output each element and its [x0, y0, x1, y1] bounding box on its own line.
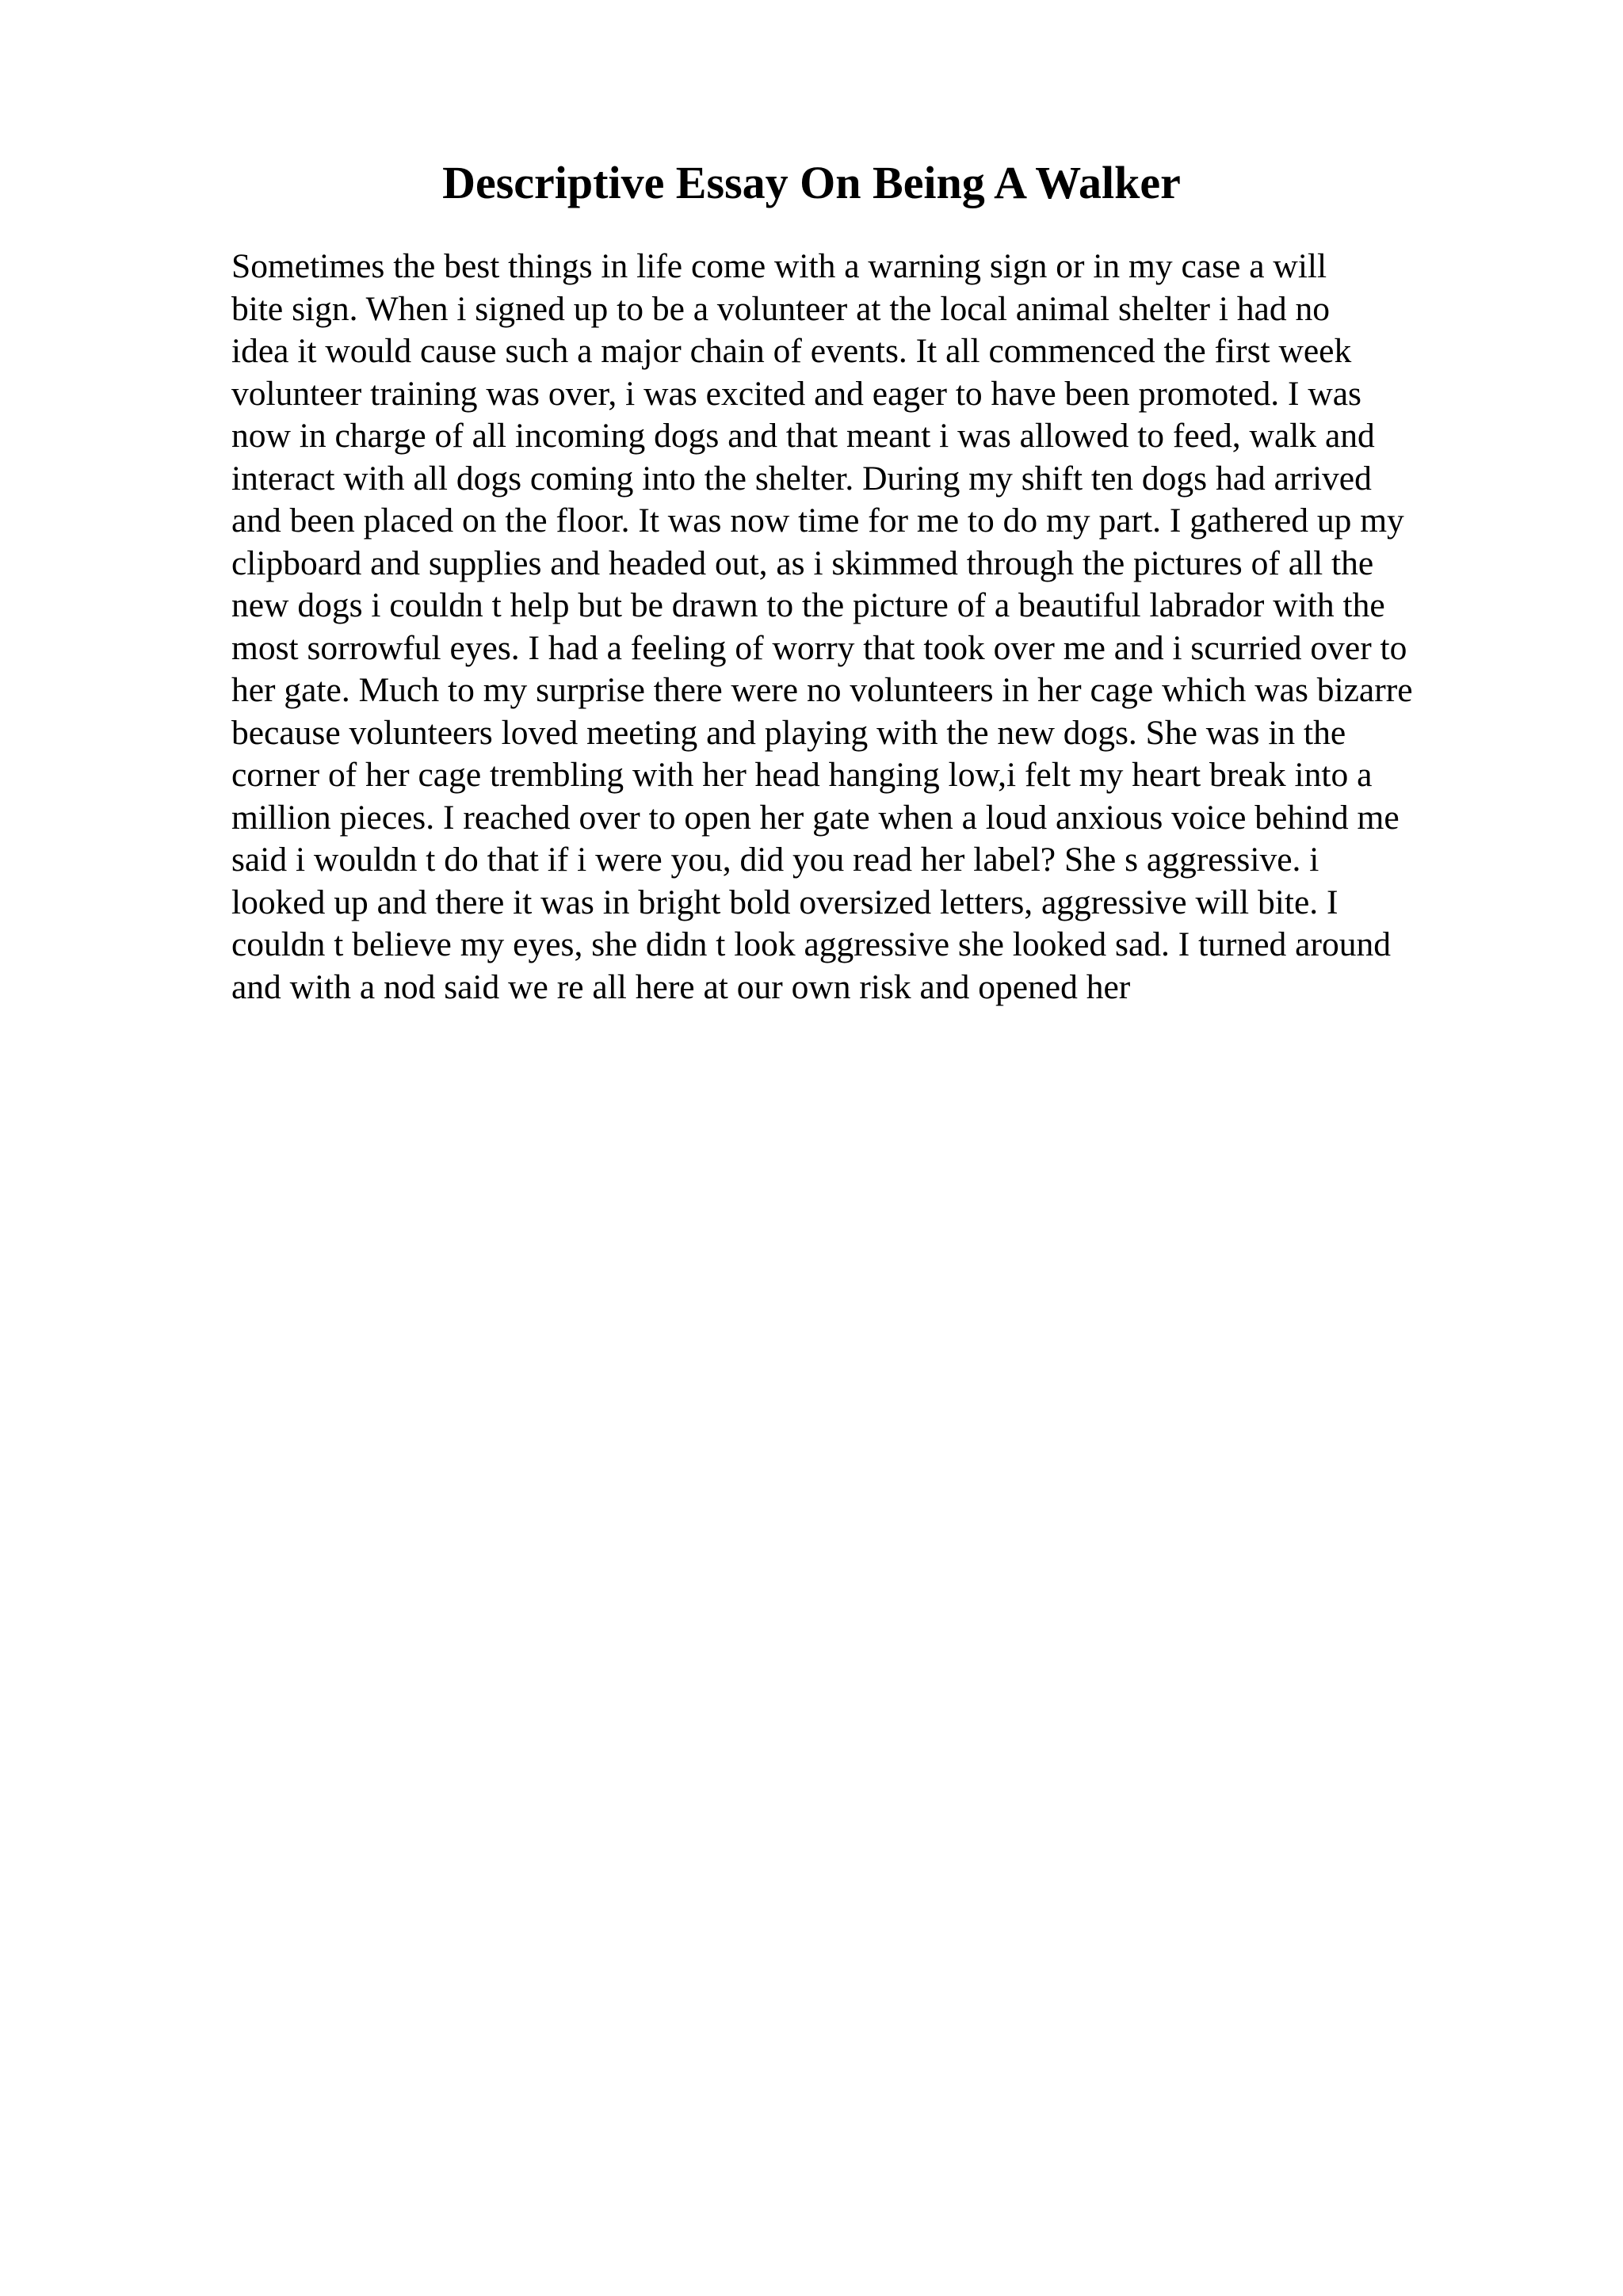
essay-line: idea it would cause such a major chain of events. It all commenced the first week	[231, 332, 1352, 370]
essay-line: and been placed on the floor. It was now time for me to do my part. I gathered up my	[231, 502, 1404, 540]
essay-line: now in charge of all incoming dogs and that meant i was allowed to feed, walk and	[231, 417, 1375, 455]
essay-line: most sorrowful eyes. I had a feeling of worry that took over me and i scurried over to	[231, 628, 1407, 667]
essay-line: clipboard and supplies and headed out, as i skimmed through the pictures of all the	[231, 543, 1374, 582]
essay-line: her gate. Much to my surprise there were no volunteers in her cage which was bizarre	[231, 671, 1413, 709]
essay-line: couldn t believe my eyes, she didn t look aggressive she looked sad. I turned around	[231, 925, 1391, 963]
essay-line: because volunteers loved meeting and playing with the new dogs. She was in the	[231, 713, 1346, 752]
essay-line: looked up and there it was in bright bold oversized letters, aggressive will bite. I	[231, 883, 1338, 921]
document-title: Descriptive Essay On Being A Walker	[442, 157, 1181, 208]
essay-line: and with a nod said we re all here at our own risk and opened her	[231, 967, 1131, 1006]
essay-line: volunteer training was over, i was excited and eager to have been promoted. I was	[231, 374, 1361, 413]
essay-body	[231, 246, 1499, 1009]
essay-line: interact with all dogs coming into the shelter. During my shift ten dogs had arrived	[231, 459, 1372, 498]
essay-line: million pieces. I reached over to open her gate when a loud anxious voice behind me	[231, 798, 1400, 837]
essay-line: said i wouldn t do that if i were you, did you read her label? She s aggressive. i	[231, 841, 1319, 879]
essay-line: Sometimes the best things in life come with a warning sign or in my case a will	[231, 247, 1327, 285]
essay-line: corner of her cage trembling with her head hanging low,i felt my heart break into a	[231, 756, 1373, 794]
essay-line: new dogs i couldn t help but be drawn to the picture of a beautiful labrador with the	[231, 586, 1385, 624]
essay-line: bite sign. When i signed up to be a volunteer at the local animal shelter i had no	[231, 289, 1330, 328]
